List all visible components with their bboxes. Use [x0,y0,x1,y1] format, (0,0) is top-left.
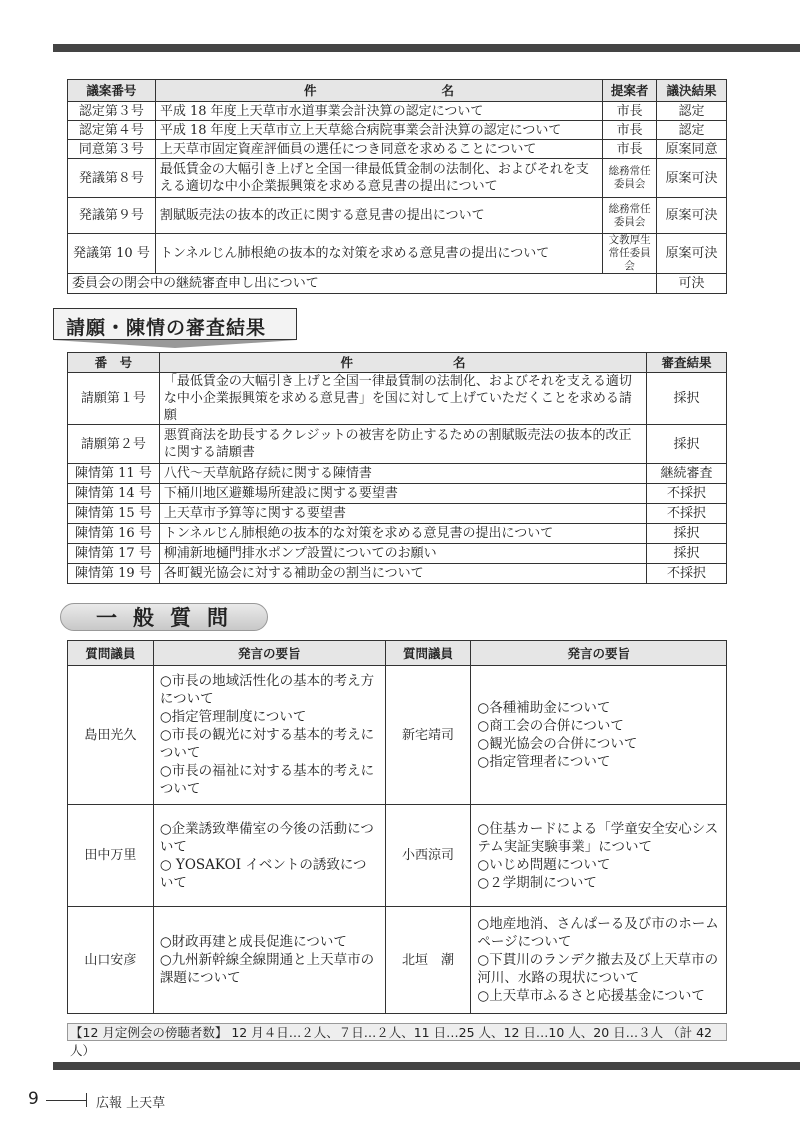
petition-number: 請願第２号 [68,425,160,464]
petition-number: 陳情第 17 号 [68,544,160,564]
table-row [68,121,727,140]
bill-result: 認定 [657,121,727,140]
question-item: ○指定管理制度について [159,709,307,725]
header-questioner: 質問議員 [68,641,154,666]
header-questioner: 質問議員 [385,641,471,666]
question-item: ○指定管理者について [477,754,611,770]
table-row [68,544,727,564]
petition-result: 不採択 [647,484,727,504]
question-list [153,805,385,907]
question-item: ○各種補助金について [477,700,611,716]
bill-number: 発議第 10 号 [68,234,156,274]
question-item: ○財政再建と成長促進について [159,934,347,950]
table-row [68,524,727,544]
bottom-rule [53,1062,800,1070]
petition-number: 陳情第 15 号 [68,504,160,524]
bill-proposer: 市長 [603,102,657,121]
petition-title: 各町観光協会に対する補助金の割当について [159,564,646,584]
table-row [68,373,727,425]
bill-result: 原案可決 [657,159,727,198]
table-row [68,504,727,524]
question-list [153,666,385,805]
header-title: 件 名 [159,353,646,373]
bill-title: 割賦販売法の抜本的改正に関する意見書の提出について [155,198,602,234]
bills-table [67,79,727,294]
table-row [68,159,727,198]
header-result: 議決結果 [657,80,727,102]
question-item: ○地産地消、さんぱーる及び市のホームページについて [477,916,719,950]
bill-result: 原案可決 [657,234,727,274]
section-arrow [53,340,297,348]
bill-title: 上天草市固定資産評価員の選任につき同意を求めることについて [155,140,602,159]
bill-title: トンネルじん肺根絶の抜本的な対策を求める意見書の提出について [155,234,602,274]
petition-result: 採択 [647,524,727,544]
petition-title: 上天草市予算等に関する要望書 [159,504,646,524]
header-review-result: 審査結果 [647,353,727,373]
bill-result: 可決 [657,274,727,294]
petition-result: 不採択 [647,504,727,524]
petition-result: 採択 [647,425,727,464]
petition-result: 継続審査 [647,464,727,484]
question-item: ○市長の観光に対する基本的考えについて [159,727,375,761]
bill-title: 委員会の閉会中の継続審査申し出について [68,274,657,294]
header-summary: 発言の要旨 [471,641,727,666]
question-item: ○住基カードによる「学童安全安心システム実証実験事業」について [477,820,719,855]
bill-proposer: 市長 [603,121,657,140]
header-bill-number: 議案番号 [68,80,156,102]
general-questions-section-title: 一般質問 [60,603,268,631]
top-rule [53,44,800,52]
petition-title: トンネルじん肺根絶の抜本的な対策を求める意見書の提出について [159,524,646,544]
questioner-name: 新宅靖司 [385,666,471,805]
header-title: 件 名 [155,80,602,102]
question-item: ○観光協会の合併について [477,736,638,752]
bill-result: 原案可決 [657,198,727,234]
attendance-note: 【12 月定例会の傍聴者数】 12 月４日…２人、７日…２人、11 日…25 人、12 日…10 人、20 日…３人 （計 42 人） [67,1023,727,1041]
questioner-name: 山口安彦 [68,907,154,1014]
petition-title: 下桶川地区避難場所建設に関する要望書 [159,484,646,504]
petition-number: 陳情第 16 号 [68,524,160,544]
bill-title: 平成 18 年度上天草市立上天草総合病院事業会計決算の認定について [155,121,602,140]
petition-title: 悪質商法を助長するクレジットの被害を防止するための割賦販売法の抜本的改正に関する請願書 [159,425,646,464]
bill-number: 発議第８号 [68,159,156,198]
table-row [68,666,727,805]
question-item: ○九州新幹線全線開通と上天草市の課題について [159,952,375,986]
table-row [68,198,727,234]
bill-result: 認定 [657,102,727,121]
petition-number: 陳情第 11 号 [68,464,160,484]
question-item: ○市長の地域活性化の基本的考え方について [159,673,375,707]
table-row [68,564,727,584]
bill-number: 発議第９号 [68,198,156,234]
table-row [68,464,727,484]
footer-line [46,1100,86,1101]
petition-result: 採択 [647,544,727,564]
table-row [68,102,727,121]
petition-number: 陳情第 19 号 [68,564,160,584]
header-summary: 発言の要旨 [153,641,385,666]
question-item: ○ YOSAKOI イベントの誘致について [159,856,367,891]
questioner-name: 小西涼司 [385,805,471,907]
questioner-name: 田中万里 [68,805,154,907]
question-item: ○いじめ問題について [477,856,611,873]
questions-table-header [68,641,727,666]
petition-number: 請願第１号 [68,373,160,425]
page-number: 9 [28,1089,39,1109]
bill-proposer: 総務常任委員会 [603,159,657,198]
header-number: 番 号 [68,353,160,373]
bills-table-header [68,80,727,102]
publication-name: 広報 上天草 [96,1096,166,1111]
petition-title: 柳浦新地樋門排水ポンプ設置についてのお願い [159,544,646,564]
bill-proposer: 文教厚生常任委員会 [603,234,657,274]
table-row [68,425,727,464]
bill-proposer: 総務常任委員会 [603,198,657,234]
petitions-section-title: 請願・陳情の審査結果 [53,308,297,340]
question-item: ○２学期制について [477,874,597,891]
bill-number: 同意第３号 [68,140,156,159]
bill-number: 認定第３号 [68,102,156,121]
petitions-table [67,352,727,584]
questioner-name: 島田光久 [68,666,154,805]
petitions-table-header [68,353,727,373]
question-item: ○企業誘致準備室の今後の活動について [159,820,374,855]
table-row [68,274,727,294]
question-item: ○市長の福祉に対する基本的考えについて [159,763,375,797]
petition-result: 採択 [647,373,727,425]
table-row [68,805,727,907]
table-row [68,140,727,159]
bill-proposer: 市長 [603,140,657,159]
table-row [68,907,727,1014]
question-list [153,907,385,1014]
table-row [68,484,727,504]
petition-number: 陳情第 14 号 [68,484,160,504]
questions-table [67,640,727,1014]
bill-number: 認定第４号 [68,121,156,140]
table-row [68,234,727,274]
question-item: ○上天草市ふるさと応援基金について [477,988,705,1004]
question-item: ○商工会の合併について [477,718,624,734]
bill-result: 原案同意 [657,140,727,159]
petition-title: 八代～天草航路存続に関する陳情書 [159,464,646,484]
question-list [471,805,727,907]
question-item: ○下貫川のランデク撤去及び上天草市の河川、水路の現状について [477,952,719,986]
bill-title: 平成 18 年度上天草市水道事業会計決算の認定について [155,102,602,121]
petition-title: 「最低賃金の大幅引き上げと全国一律最賃制の法制化、およびそれを支える適切な中小企業振興策を求める意見書」を国に対して上げていただくことを求める請願 [159,373,646,425]
header-proposer: 提案者 [603,80,657,102]
questioner-name: 北垣 潮 [385,907,471,1014]
question-list [471,666,727,805]
footer-tick [86,1093,87,1107]
question-list [471,907,727,1014]
petition-result: 不採択 [647,564,727,584]
bill-title: 最低賃金の大幅引き上げと全国一律最低賃金制の法制化、およびそれを支える適切な中小企業振興策を求める意見書の提出について [155,159,602,198]
